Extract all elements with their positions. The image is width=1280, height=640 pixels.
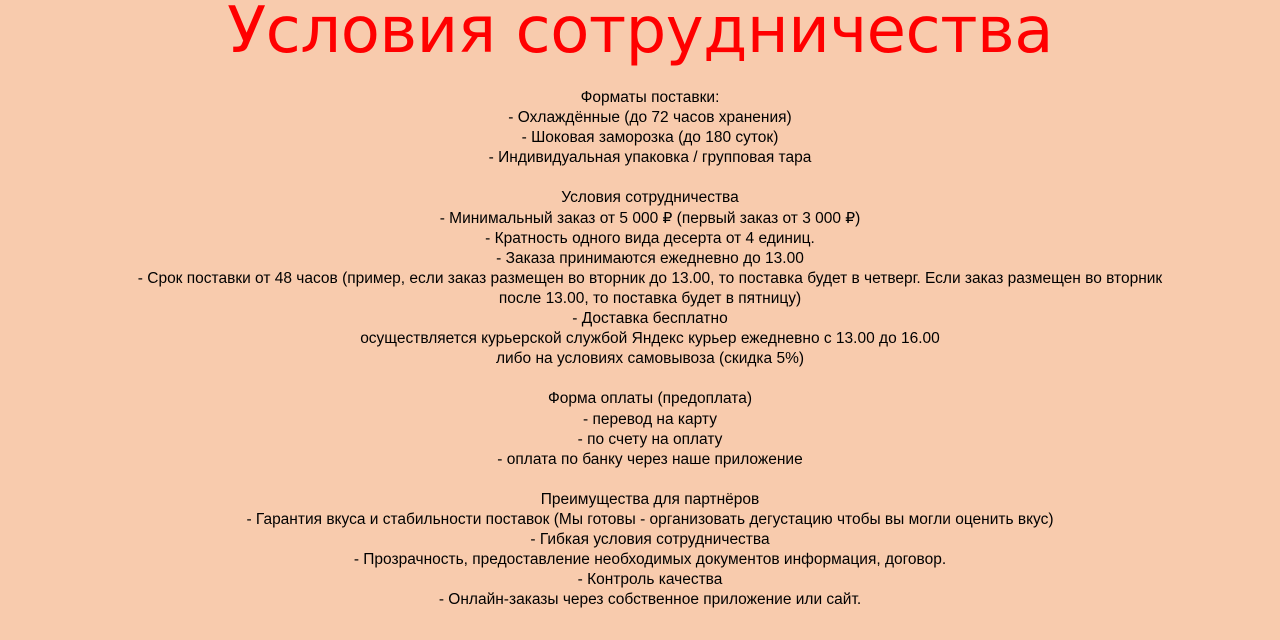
list-item: - Прозрачность, предоставление необходимых документов информация, договор. (353, 551, 947, 569)
slide-content (120, 88, 1180, 610)
list-item: - Заказа принимаются ежедневно до 13.00 (496, 249, 804, 267)
list-item: - Контроль качества (577, 571, 723, 589)
list-item: - по счету на оплату (577, 430, 723, 448)
list-item: - Гарантия вкуса и стабильности поставок (Мы готовы - организовать дегустацию чтобы вы могли оценить вкус) (246, 510, 1054, 528)
section-heading: Форма оплаты (предоплата) (547, 390, 753, 408)
list-item: - Кратность одного вида десерта от 4 единиц. (485, 229, 815, 247)
section-heading: Преимущества для партнёров (540, 490, 760, 508)
section-payment-form (120, 389, 1180, 469)
list-item: - Минимальный заказ от 5 000 ₽ (первый заказ от 3 000 ₽) (439, 209, 861, 227)
list-item: - Шоковая заморозка (до 180 суток) (521, 129, 779, 147)
list-item: осуществляется курьерской службой Яндекс курьер ежедневно с 13.00 до 16.00 (360, 330, 940, 348)
list-item: - оплата по банку через наше приложение (497, 450, 803, 468)
list-item: - Охлаждённые (до 72 часов хранения) (508, 109, 792, 127)
list-item: - Срок поставки от 48 часов (пример, если заказ размещен во вторник до 13.00, то поставка будет в четверг. Если заказ размещен во вторник после 13.00, то поставка будет в пятницу) (137, 269, 1163, 307)
list-item: - Индивидуальная упаковка / групповая тара (488, 149, 812, 167)
section-cooperation-terms (120, 188, 1180, 369)
list-item: - Гибкая условия сотрудничества (530, 531, 770, 549)
list-item: либо на условиях самовывоза (скидка 5%) (495, 350, 805, 368)
slide-title: Условия сотрудничества (227, 0, 1053, 68)
section-heading: Условия сотрудничества (561, 189, 739, 207)
section-delivery-formats (120, 88, 1180, 168)
section-heading: Форматы поставки: (580, 89, 720, 106)
list-item: - Онлайн-заказы через собственное приложение или сайт. (438, 591, 862, 609)
section-partner-benefits (120, 490, 1180, 611)
list-item: - перевод на карту (583, 410, 717, 428)
list-item: - Доставка бесплатно (572, 310, 728, 328)
